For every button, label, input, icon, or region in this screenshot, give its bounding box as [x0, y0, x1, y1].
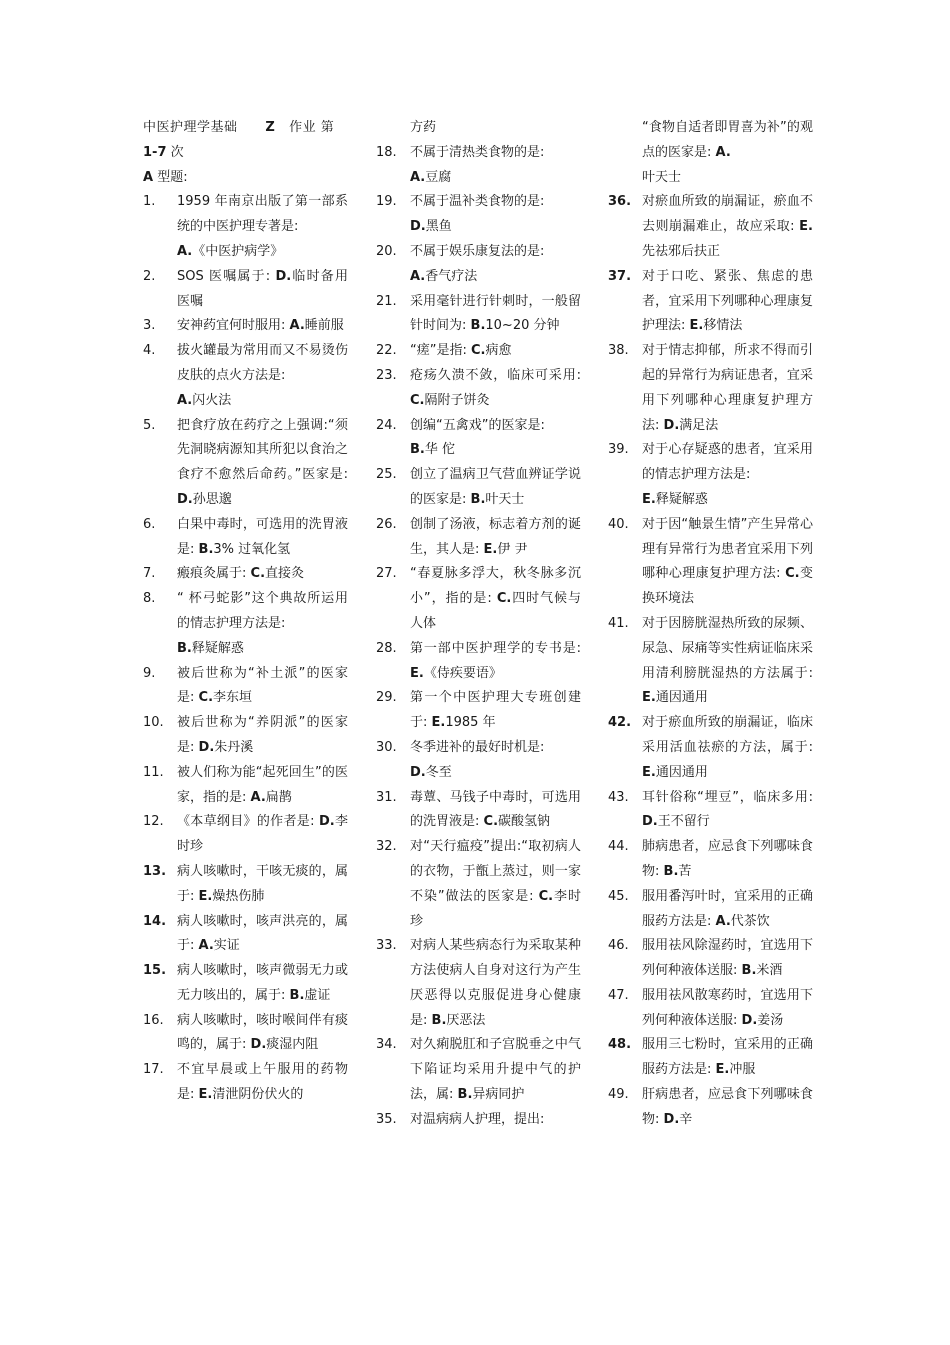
answer-letter: A. [410, 268, 426, 284]
question-text: 病人咳嗽时，咳声洪亮的，属于: [177, 913, 348, 954]
answer-letter: E. [799, 219, 813, 235]
question-text: 服用三七粉时，宜采用的正确服药方法是: [642, 1037, 813, 1078]
question-item [143, 339, 348, 413]
question-item [376, 934, 581, 1033]
question-number: 41. [608, 615, 629, 631]
answer-text: 临时备用医嘱 [177, 268, 348, 309]
question-number: 49. [608, 1087, 629, 1103]
answer-letter: E. [642, 764, 656, 780]
question-text: 对温病病人护理，提出: [410, 1111, 545, 1127]
question-text: 不属于清热类食物的是: [410, 144, 545, 160]
question-item [376, 463, 581, 513]
question-item [608, 786, 813, 836]
question-number: 46. [608, 938, 629, 954]
answer-text: 冲服 [729, 1062, 756, 1078]
answer-letter: D. [410, 764, 426, 780]
question-item [143, 265, 348, 315]
question-text: “瘥”是指: [410, 343, 467, 359]
question-continued: “食物自适者即胃喜为补”的观点的医家是: A. 叶天士 [642, 120, 813, 185]
answer-letter: B. [470, 318, 486, 334]
answer-text: 香气疗法 [425, 268, 478, 284]
column-1 [143, 116, 348, 1108]
question-number: 20. [376, 243, 397, 259]
question-number: 5. [143, 417, 156, 433]
answer-letter: D. [642, 814, 658, 830]
question-number: 27. [376, 566, 397, 582]
answer-text: 厌恶法 [446, 1012, 486, 1028]
question-item [608, 339, 813, 438]
question-text: 对于瘀血所致的崩漏证，临床采用活血祛瘀的方法，属于: [642, 715, 813, 755]
answer-letter: D. [741, 1012, 758, 1028]
question-item [143, 1058, 348, 1108]
answer-text: 清泄阴份伏火的 [212, 1087, 304, 1103]
question-text: 对久痢脱肛和子宫脱垂之中气下陷证均采用升提中气的护法，属: [410, 1037, 581, 1103]
question-item [608, 934, 813, 984]
answer-letter: C. [410, 392, 425, 408]
question-text: 创立了温病卫气营血辨证学说的医家是: [410, 467, 581, 507]
question-item [376, 1033, 581, 1107]
question-item [376, 339, 581, 364]
answer-text: 通因通用 [655, 690, 708, 706]
question-text: 拔火罐最为常用而又不易烫伤皮肤的点火方法是: [177, 343, 348, 383]
question-item [143, 711, 348, 761]
question-item [608, 438, 813, 512]
answer-text: 隔附子饼灸 [424, 392, 490, 408]
answer-text: 《中医护病学》 [192, 243, 284, 259]
answer-text: 米酒 [756, 963, 783, 979]
question-item [376, 736, 581, 786]
answer-letter: D. [663, 1111, 680, 1127]
question-text: 不宜早晨或上午服用的药物是: [177, 1062, 348, 1103]
answer-text: 四时气候与人体 [410, 591, 581, 631]
answer-letter: C. [785, 566, 800, 582]
answer-letter: E. [483, 541, 498, 557]
answer-letter: C. [198, 690, 214, 706]
question-text: 病人咳嗽时，干咳无痰的，属于: [177, 863, 348, 904]
question-text: 疮疡久溃不敛，临床可采用: [410, 367, 581, 383]
question-number: 18. [376, 144, 397, 160]
question-number: 15. [143, 963, 167, 979]
answer-text: 满足法 [679, 417, 719, 433]
question-number: 28. [376, 640, 397, 656]
answer-text: 直接灸 [265, 566, 305, 582]
question-number: 24. [376, 417, 397, 433]
question-text: 对于口吃、紧张、焦虑的患者，宜采用下列哪种心理康复护理法: [642, 268, 813, 334]
question-item [608, 885, 813, 935]
question-text: 服用祛风除湿药时，宜选用下列何种液体送服: [642, 938, 813, 979]
answer-text: 异病同护 [472, 1087, 525, 1103]
question-number: 25. [376, 467, 397, 483]
answer-letter: D. [250, 1037, 267, 1053]
question-item [608, 513, 813, 612]
answer-text: 痰湿内阻 [266, 1037, 319, 1053]
question-text: 耳针俗称“埋豆”，临床多用: [642, 789, 813, 805]
answer-letter: B. [431, 1012, 447, 1028]
question-item [376, 835, 581, 934]
question-item [376, 141, 581, 191]
question-number: 32. [376, 839, 397, 855]
answer-letter: B. [470, 491, 486, 507]
answer-text: 释疑解惑 [655, 491, 708, 507]
question-text: SOS 医嘱属于: [177, 268, 271, 284]
answer-letter: B. [289, 987, 305, 1003]
question-item [608, 1033, 813, 1083]
question-number: 23. [376, 367, 397, 383]
question-item [376, 240, 581, 290]
answer-letter: D. [318, 814, 335, 830]
question-number: 26. [376, 516, 397, 532]
answer-text: 朱丹溪 [214, 739, 254, 755]
question-item [376, 686, 581, 736]
question-item [376, 414, 581, 464]
question-number: 3. [143, 318, 156, 334]
question-item [143, 562, 348, 587]
question-number: 44. [608, 839, 629, 855]
question-text: 对于因膀胱湿热所致的尿频、尿急、尿痛等实性病证临床采用清利膀胱湿热的方法属于: [642, 615, 813, 681]
answer-letter: E. [715, 1062, 730, 1078]
question-number: 30. [376, 739, 397, 755]
answer-text: 扁鹊 [265, 789, 292, 805]
answer-letter: A. [250, 789, 266, 805]
question-text: 不属于温补类食物的是: [410, 194, 545, 210]
answer-letter: E. [410, 665, 424, 681]
question-text: 1959 年南京出版了第一部系统的中医护理专著是: [177, 194, 348, 235]
question-item [376, 190, 581, 240]
answer-letter: B. [741, 963, 757, 979]
answer-text: 《侍疾要语》 [423, 665, 502, 681]
question-number: 43. [608, 789, 629, 805]
answer-text: 李东垣 [213, 690, 253, 706]
answer-letter: C. [471, 343, 486, 359]
question-item [143, 910, 348, 960]
answer-letter: E. [689, 318, 704, 334]
answer-text: 碳酸氢钠 [498, 814, 551, 830]
answer-text: 王不留行 [657, 814, 710, 830]
question-item [143, 860, 348, 910]
question-item [376, 1108, 581, 1133]
question-text: 《本草纲目》的作者是: [177, 814, 315, 830]
column-3 [608, 116, 813, 1133]
answer-letter: A. [715, 913, 731, 929]
question-number: 2. [143, 268, 156, 284]
answer-text: 华 佗 [424, 442, 455, 458]
question-number: 33. [376, 938, 397, 954]
question-text: 对“天行瘟疫”提出:“取初病人的衣物，于甑上蒸过，则一家不染”做法的医家是: [410, 839, 581, 904]
question-number: 47. [608, 987, 629, 1003]
answer-text: 孙思邈 [192, 491, 232, 507]
question-number: 22. [376, 343, 397, 359]
question-number: 4. [143, 343, 156, 359]
question-item [376, 290, 581, 340]
answer-letter: C. [496, 591, 512, 607]
question-item [608, 1083, 813, 1133]
question-text: 对于情志抑郁，所求不得而引起的异常行为病证患者，宜采用下列哪种心理康复护理方法: [642, 343, 813, 433]
answer-letter: A. [198, 938, 214, 954]
answer-text: 释疑解惑 [191, 640, 244, 656]
question-text: 毒蕈、马钱子中毒时，可选用的洗胃液是: [410, 789, 581, 830]
question-list-col2 [376, 141, 581, 1133]
question-number: 1. [143, 194, 156, 210]
document-title-line2: 1-7 次 [143, 144, 184, 160]
column-2 [376, 116, 581, 1133]
answer-text: 移情法 [703, 318, 743, 334]
question-item [143, 761, 348, 811]
question-text: 创制了汤液，标志着方剂的诞生，其人是: [410, 516, 581, 557]
question-list-col3 [608, 190, 813, 1132]
question-number: 35. [376, 1111, 397, 1127]
question-item [143, 810, 348, 860]
answer-letter: A. [177, 392, 193, 408]
answer-letter: D. [663, 417, 680, 433]
question-number: 11. [143, 764, 164, 780]
question-item [608, 612, 813, 711]
answer-text: 病愈 [485, 343, 512, 359]
question-number: 39. [608, 442, 629, 458]
answer-text: 冬至 [425, 764, 452, 780]
answer-letter: D. [177, 491, 193, 507]
question-item [143, 314, 348, 339]
question-text: 对于心存疑惑的患者，宜采用的情志护理方法是: [642, 442, 813, 483]
answer-letter: B. [663, 863, 679, 879]
question-number: 34. [376, 1037, 397, 1053]
question-number: 9. [143, 665, 156, 681]
answer-letter: E. [431, 715, 446, 731]
question-number: 6. [143, 516, 156, 532]
question-text: 把食疗放在药疗之上强调:“须先洞晓病源知其所犯以食治之食疗不愈然后命药。”医家是: [177, 417, 348, 483]
answer-text: 姜汤 [757, 1012, 784, 1028]
question-item [143, 662, 348, 712]
question-continued: 方药 [410, 120, 437, 135]
question-text: 对病人某些病态行为采取某种方法使病人自身对这行为产生厌恶得以克服促进身心健康是: [410, 938, 581, 1028]
question-item [143, 190, 348, 264]
answer-text: 伊 尹 [497, 541, 528, 557]
document-title: 中医护理学基础 Z 作业 第 [143, 120, 335, 135]
question-number: 42. [608, 715, 632, 731]
question-text: 对于因“触景生情”产生异常心理有异常行为患者宜采用下列哪种心理康复护理方法: [642, 516, 813, 582]
answer-letter: C. [538, 888, 554, 904]
answer-letter: B. [177, 640, 192, 656]
question-text: 对瘀血所致的崩漏证，瘀血不去则崩漏难止，故应采取: [642, 194, 813, 235]
question-item [143, 959, 348, 1009]
question-number: 8. [143, 591, 156, 607]
question-number: 16. [143, 1012, 164, 1028]
question-text: 第一个中医护理大专班创建于: [410, 690, 581, 731]
answer-letter: C. [483, 814, 499, 830]
question-type-heading: A 型题: [143, 169, 188, 185]
question-text: 被后世称为“养阴派”的医家是: [177, 715, 348, 755]
question-text: 肝病患者，应忌食下列哪味食物: [642, 1087, 813, 1127]
question-number: 38. [608, 343, 629, 359]
answer-letter: D. [275, 268, 292, 284]
question-text: 服用祛风散寒药时，宜选用下列何种液体送服: [642, 987, 813, 1028]
answer-letter: B. [410, 442, 425, 458]
answer-letter: A. [410, 169, 426, 185]
question-item [376, 562, 581, 636]
answer-text: 叶天士 [485, 491, 525, 507]
question-number: 17. [143, 1062, 164, 1078]
question-number: 48. [608, 1037, 632, 1053]
answer-text: 实证 [213, 938, 240, 954]
question-item [143, 414, 348, 513]
answer-text: 代茶饮 [730, 913, 770, 929]
question-text: 安神药宜何时服用: [177, 318, 286, 334]
question-list-col1 [143, 190, 348, 1107]
answer-text: 虚证 [304, 987, 331, 1003]
answer-letter: A. [177, 243, 193, 259]
question-item [376, 637, 581, 687]
question-number: 7. [143, 566, 156, 582]
question-text: 创编“五禽戏”的医家是: [410, 417, 545, 433]
answer-letter: D. [198, 739, 215, 755]
answer-text: 李时珍 [177, 814, 348, 855]
answer-text: 燥热伤肺 [212, 888, 265, 904]
question-text: 病人咳嗽时，咳声微弱无力或无力咳出的，属于: [177, 963, 348, 1003]
question-item [608, 190, 813, 264]
question-item [143, 1009, 348, 1059]
question-text: 第一部中医护理学的专书是: [410, 640, 581, 656]
answer-text: 闪火法 [192, 392, 232, 408]
answer-letter: E. [642, 491, 656, 507]
question-item [376, 786, 581, 836]
answer-text: 通因通用 [655, 764, 708, 780]
question-text: 瘢痕灸属于: [177, 566, 247, 582]
answer-letter: E. [198, 1087, 213, 1103]
answer-text: 睡前服 [304, 318, 344, 334]
question-number: 31. [376, 789, 397, 805]
answer-text: 豆腐 [425, 169, 452, 185]
answer-letter: D. [410, 219, 426, 235]
answer-text: 辛 [679, 1111, 693, 1127]
question-number: 13. [143, 863, 167, 879]
answer-letter: E. [642, 690, 656, 706]
question-text: 被后世称为“补土派”的医家是: [177, 665, 348, 706]
question-number: 21. [376, 293, 397, 309]
answer-text: 苦 [678, 863, 692, 879]
question-number: 45. [608, 888, 629, 904]
answer-text: 10~20 分钟 [485, 318, 560, 334]
question-text: 被人们称为能“起死回生”的医家，指的是: [177, 764, 348, 805]
answer-text: 黑鱼 [425, 219, 452, 235]
question-item [143, 513, 348, 563]
answer-letter: B. [457, 1087, 473, 1103]
question-number: 12. [143, 814, 164, 830]
question-text: “春夏脉多浮大，秋冬脉多沉小”，指的是: [410, 566, 581, 607]
answer-letter: A. [289, 318, 305, 334]
question-text: 采用毫针进行针刺时，一般留针时间为: [410, 293, 581, 334]
answer-letter: B. [198, 541, 214, 557]
question-text: 服用番泻叶时，宜采用的正确服药方法是: [642, 888, 813, 929]
question-number: 40. [608, 516, 629, 532]
question-item [608, 835, 813, 885]
question-number: 29. [376, 690, 397, 706]
question-text: 白果中毒时，可选用的洗胃液是: [177, 516, 348, 557]
question-item [608, 711, 813, 785]
question-number: 19. [376, 194, 397, 210]
question-text: 病人咳嗽时，咳时喉间伴有痰鸣的，属于: [177, 1012, 348, 1053]
question-item [608, 984, 813, 1034]
answer-text: 3% 过氧化氢 [213, 541, 291, 557]
question-item [608, 265, 813, 339]
question-item [143, 587, 348, 661]
question-number: 36. [608, 194, 632, 210]
question-number: 10. [143, 715, 164, 731]
answer-letter: C. [250, 566, 266, 582]
answer-text: 1985 年 [445, 715, 496, 731]
answer-text: 变换环境法 [642, 566, 813, 607]
answer-letter: E. [198, 888, 213, 904]
question-item [376, 364, 581, 414]
question-text: 冬季进补的最好时机是: [410, 739, 545, 755]
question-text: 不属于娱乐康复法的是: [410, 243, 545, 259]
question-item [376, 513, 581, 563]
question-text: “ 杯弓蛇影”这个典故所运用的情志护理方法是: [177, 591, 348, 631]
question-number: 14. [143, 913, 167, 929]
answer-text: 先祛邪后扶正 [642, 243, 721, 259]
question-number: 37. [608, 268, 632, 284]
question-text: 肺病患者，应忌食下列哪味食物: [642, 839, 813, 879]
answer-text: 李时珍 [410, 888, 581, 929]
